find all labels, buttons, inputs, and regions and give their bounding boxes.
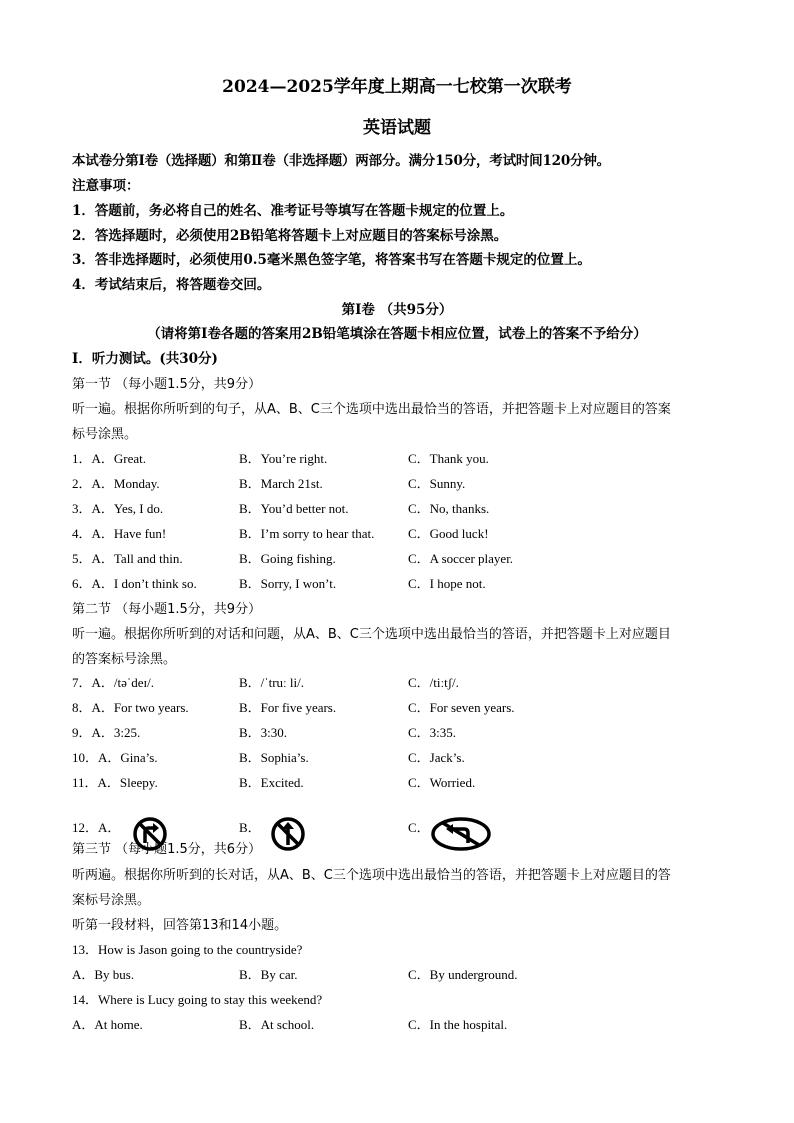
notice-item: 4．考试结束后，将答题卷交回。 (72, 277, 271, 293)
option-a: 6．A．I don’t think so. (72, 576, 197, 591)
notice-item: 1．答题前，务必将自己的姓名、准考证号等填写在答题卡规定的位置上。 (72, 203, 514, 219)
question-stem: 13．How is Jason going to the countryside? (72, 942, 303, 957)
question-row (72, 747, 772, 767)
intro-line: 本试卷分第Ⅰ卷（选择题）和第Ⅱ卷（非选择题）两部分。满分150分，考试时间120分钟。 (72, 153, 610, 169)
option-b: B． (239, 820, 261, 835)
option-c: C．For seven years. (408, 700, 515, 715)
option-a: 10．A．Gina’s. (72, 750, 158, 765)
option-c: C．By underground. (408, 967, 518, 982)
question-row (72, 498, 772, 518)
question-row (72, 523, 772, 543)
option-c: C．Jack’s. (408, 750, 465, 765)
sec3-title: 第三节 （每小题1.5分，共6分） (72, 842, 262, 857)
sec1-instruction: 听一遍。根据你所听到的句子，从A、B、C三个选项中选出最恰当的答语，并把答题卡上对应题目的答案 (72, 402, 671, 417)
option-a: A．By bus. (72, 967, 135, 982)
part1-title: 第Ⅰ卷 （共95分） (341, 302, 453, 318)
option-b: B．Going fishing. (239, 551, 336, 566)
option-a: 2．A．Monday. (72, 476, 160, 491)
option-a: 4．A．Have fun! (72, 526, 167, 541)
sec2-instruction-cont: 的答案标号涂黑。 (72, 652, 177, 667)
question-row (72, 772, 772, 792)
sec2-instruction: 听一遍。根据你所听到的对话和问题，从A、B、C三个选项中选出最恰当的答语，并把答题卡上对应题目 (72, 627, 671, 642)
option-c: C．/tiːtʃ/. (408, 675, 459, 690)
option-a: 12．A． (72, 820, 121, 835)
option-c: C．Thank you. (408, 451, 489, 466)
question-row-12 (72, 817, 772, 837)
listening-section-title: Ⅰ．听力测试。(共30分) (72, 351, 218, 367)
option-b: B．Excited. (239, 775, 304, 790)
notice-title: 注意事项： (72, 178, 140, 194)
option-a: 8．A．For two years. (72, 700, 189, 715)
option-c: C．Sunny. (408, 476, 466, 491)
option-b: B．/ˈtruː li/. (239, 675, 305, 690)
question-row (72, 548, 772, 568)
question-row (72, 964, 772, 984)
sec1-title: 第一节 （每小题1.5分，共9分） (72, 377, 262, 392)
question-row (72, 448, 772, 468)
sec3-instruction: 听两遍。根据你所听到的长对话，从A、B、C三个选项中选出最恰当的答语，并把答题卡上对应题目的答 (72, 868, 671, 883)
no-left-turn-icon (430, 817, 492, 855)
option-a: A．At home. (72, 1017, 143, 1032)
no-straight-icon (262, 817, 314, 855)
sec1-instruction-cont: 标号涂黑。 (72, 427, 138, 442)
question-row (72, 473, 772, 493)
option-c: C．In the hospital. (408, 1017, 508, 1032)
option-c: C．3:35. (408, 725, 457, 740)
question-row (72, 672, 772, 692)
question-row (72, 1014, 772, 1034)
option-b: B．You’d better not. (239, 501, 349, 516)
option-b: B．Sophia’s. (239, 750, 309, 765)
option-c: C． (408, 820, 430, 835)
material-instruction: 听第一段材料，回答第13和14小题。 (72, 918, 288, 933)
option-b: B．For five years. (239, 700, 337, 715)
question-row (72, 722, 772, 742)
question-stem: 14．Where is Lucy going to stay this weekend? (72, 992, 323, 1007)
part1-instruction: （请将第Ⅰ卷各题的答案用2B铅笔填涂在答题卡相应位置，试卷上的答案不予给分） (147, 326, 647, 342)
option-c: C．Worried. (408, 775, 476, 790)
option-a: 3．A．Yes, I do. (72, 501, 164, 516)
option-a: 5．A．Tall and thin. (72, 551, 183, 566)
option-b: B．At school. (239, 1017, 315, 1032)
subject-title: 英语试题 (363, 118, 431, 138)
sec2-title: 第二节 （每小题1.5分，共9分） (72, 602, 262, 617)
option-c: C．Good luck! (408, 526, 489, 541)
question-row (72, 697, 772, 717)
option-b: B．March 21st. (239, 476, 323, 491)
question-row (72, 573, 772, 593)
option-a: 1．A．Great. (72, 451, 147, 466)
option-b: B．Sorry, I won’t. (239, 576, 337, 591)
sec3-instruction-cont: 案标号涂黑。 (72, 893, 151, 908)
option-c: C．A soccer player. (408, 551, 514, 566)
option-b: B．3:30. (239, 725, 288, 740)
option-b: B．You’re right. (239, 451, 328, 466)
option-c: C．I hope not. (408, 576, 486, 591)
option-a: 7．A．/təˈdeɪ/. (72, 675, 154, 690)
option-a: 9．A．3:25. (72, 725, 141, 740)
option-a: 11．A．Sleepy. (72, 775, 158, 790)
option-b: B．By car. (239, 967, 298, 982)
notice-item: 2．答选择题时，必须使用2B铅笔将答题卡上对应题目的答案标号涂黑。 (72, 228, 508, 244)
option-b: B．I’m sorry to hear that. (239, 526, 375, 541)
exam-title: 2024—2025学年度上期高一七校第一次联考 (222, 77, 572, 97)
option-c: C．No, thanks. (408, 501, 490, 516)
notice-item: 3．答非选择题时，必须使用0.5毫米黑色签字笔，将答案书写在答题卡规定的位置上。 (72, 252, 591, 268)
